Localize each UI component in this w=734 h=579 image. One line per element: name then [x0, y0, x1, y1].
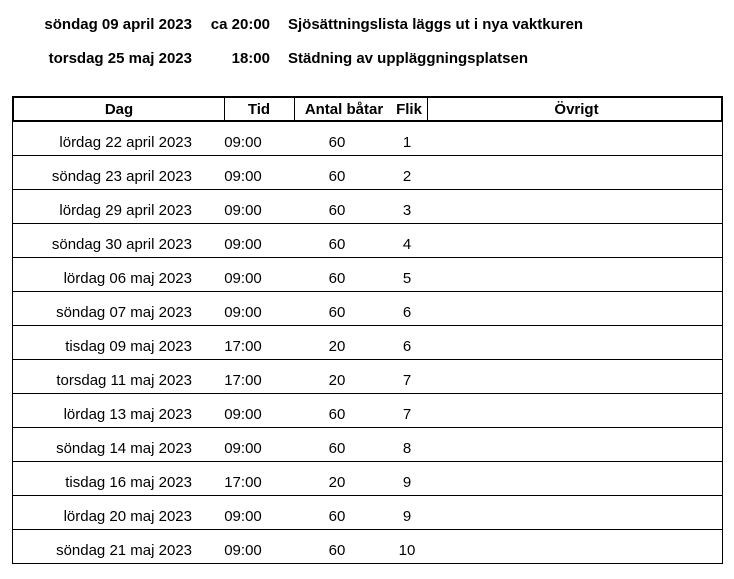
- notice-text: Sjösättningslista läggs ut i nya vaktkuren: [288, 16, 584, 33]
- column-header-flik: Flik: [391, 98, 428, 120]
- cell-dag: tisdag 09 maj 2023: [65, 338, 192, 355]
- cell-flik: 9: [402, 508, 412, 525]
- table-row: [12, 428, 723, 462]
- table-row: [12, 496, 723, 530]
- cell-flik: 8: [402, 440, 412, 457]
- row-border: [722, 156, 723, 189]
- cell-tid: 09:00: [224, 406, 262, 423]
- cell-tid: 09:00: [224, 236, 262, 253]
- cell-antal: 60: [328, 406, 346, 423]
- cell-dag: lördag 13 maj 2023: [63, 406, 192, 423]
- cell-dag: söndag 07 maj 2023: [56, 304, 192, 321]
- cell-flik: 2: [402, 168, 412, 185]
- cell-tid: 09:00: [224, 542, 262, 559]
- cell-dag: söndag 30 april 2023: [51, 236, 192, 253]
- table-row: [12, 530, 723, 564]
- cell-flik: 5: [402, 270, 412, 287]
- cell-dag: lördag 29 april 2023: [59, 202, 192, 219]
- cell-tid: 09:00: [224, 202, 262, 219]
- row-border: [722, 326, 723, 359]
- cell-tid: 17:00: [224, 338, 262, 355]
- row-border: [722, 190, 723, 223]
- table-row: [12, 360, 723, 394]
- table-body: [12, 122, 723, 564]
- cell-flik: 6: [402, 304, 412, 321]
- table-row: [12, 326, 723, 360]
- notice-date: torsdag 25 maj 2023: [48, 50, 192, 67]
- row-border: [722, 496, 723, 529]
- cell-antal: 20: [328, 474, 346, 491]
- row-border: [722, 292, 723, 325]
- cell-tid: 09:00: [224, 270, 262, 287]
- cell-dag: söndag 23 april 2023: [51, 168, 192, 185]
- cell-dag: torsdag 11 maj 2023: [56, 372, 192, 389]
- cell-flik: 10: [398, 542, 416, 559]
- row-border: [722, 360, 723, 393]
- column-header-ovrigt: Övrigt: [554, 101, 599, 118]
- cell-dag: lördag 20 maj 2023: [63, 508, 192, 525]
- notice-row-2: [0, 50, 734, 72]
- cell-dag: lördag 06 maj 2023: [63, 270, 192, 287]
- row-border: [722, 224, 723, 257]
- cell-antal: 60: [328, 440, 346, 457]
- cell-dag: söndag 21 maj 2023: [56, 542, 192, 559]
- cell-dag: lördag 22 april 2023: [59, 134, 192, 151]
- cell-antal: 60: [328, 236, 346, 253]
- cell-flik: 9: [402, 474, 412, 491]
- cell-flik: 6: [402, 338, 412, 355]
- cell-antal: 60: [328, 270, 346, 287]
- cell-antal: 60: [328, 134, 346, 151]
- notice-row-1: [0, 16, 734, 38]
- row-border: [722, 258, 723, 291]
- notice-date: söndag 09 april 2023: [44, 16, 192, 33]
- cell-tid: 09:00: [224, 440, 262, 457]
- table-row: [12, 122, 723, 156]
- column-header-tid: Tid: [224, 98, 295, 120]
- table-row: [12, 462, 723, 496]
- row-border: [722, 122, 723, 155]
- column-header-dag: Dag: [14, 98, 225, 120]
- cell-tid: 09:00: [224, 508, 262, 525]
- cell-tid: 17:00: [224, 474, 262, 491]
- cell-flik: 1: [402, 134, 412, 151]
- notice-time: 18:00: [231, 50, 270, 67]
- notice-text: Städning av uppläggningsplatsen: [288, 50, 529, 67]
- column-header-antal: Antal båtar: [304, 101, 384, 118]
- notice-time: ca 20:00: [210, 16, 270, 33]
- schedule-table: [12, 96, 723, 564]
- cell-flik: 4: [402, 236, 412, 253]
- row-border: [722, 428, 723, 461]
- cell-flik: 7: [402, 372, 412, 389]
- cell-tid: 09:00: [224, 304, 262, 321]
- cell-tid: 09:00: [224, 134, 262, 151]
- table-row: [12, 394, 723, 428]
- cell-tid: 09:00: [224, 168, 262, 185]
- cell-flik: 7: [402, 406, 412, 423]
- table-row: [12, 156, 723, 190]
- cell-antal: 60: [328, 168, 346, 185]
- cell-antal: 60: [328, 202, 346, 219]
- cell-antal: 60: [328, 304, 346, 321]
- row-border: [722, 462, 723, 495]
- cell-antal: 20: [328, 338, 346, 355]
- cell-flik: 3: [402, 202, 412, 219]
- table-row: [12, 292, 723, 326]
- table-row: [12, 224, 723, 258]
- row-border: [722, 394, 723, 427]
- cell-antal: 60: [328, 508, 346, 525]
- cell-antal: 20: [328, 372, 346, 389]
- cell-tid: 17:00: [224, 372, 262, 389]
- row-border: [722, 530, 723, 563]
- cell-dag: söndag 14 maj 2023: [56, 440, 192, 457]
- table-header: [12, 96, 723, 122]
- table-row: [12, 190, 723, 224]
- table-row: [12, 258, 723, 292]
- cell-dag: tisdag 16 maj 2023: [65, 474, 192, 491]
- cell-antal: 60: [328, 542, 346, 559]
